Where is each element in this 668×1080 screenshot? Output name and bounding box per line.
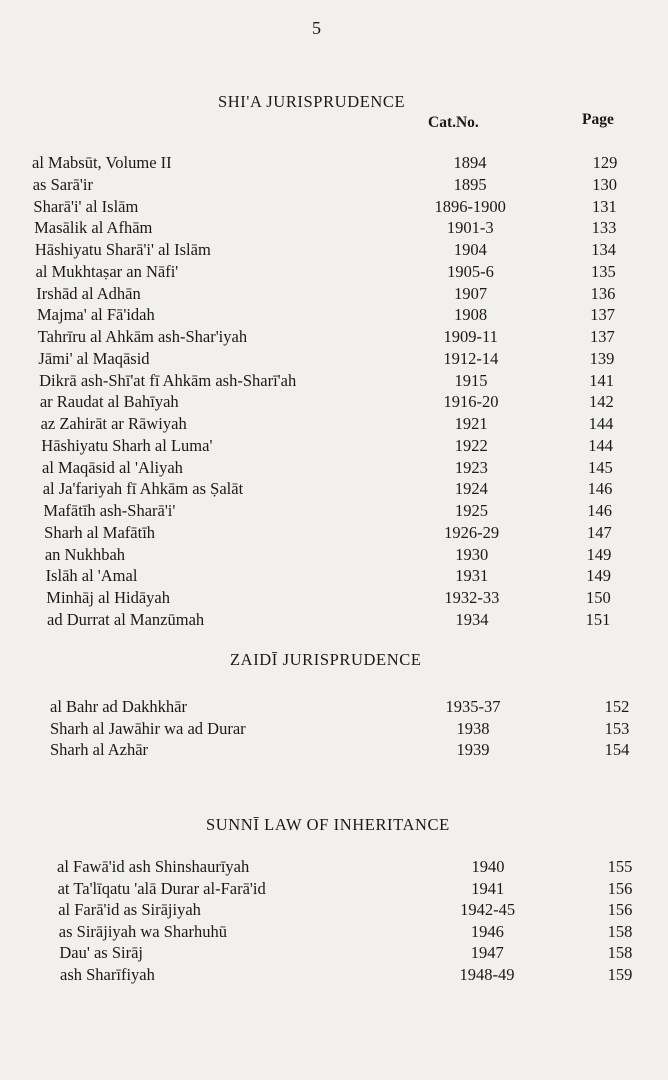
entry-catalog-number: 1938 [456, 718, 490, 738]
entry-catalog-number: 1909-11 [443, 327, 498, 346]
page-number: 5 [312, 18, 321, 38]
entry-title: Sharh al Mafātīh [44, 522, 156, 542]
entry-catalog-number: 1932-33 [444, 588, 500, 607]
list-item [0, 544, 668, 566]
list-item [0, 391, 668, 413]
entry-catalog-number: 1896-1900 [434, 196, 506, 216]
entry-page-number: 150 [585, 588, 611, 607]
entry-title: Sharh al Jawāhir wa ad Durar [50, 718, 246, 738]
entry-title: Hāshiyatu Sharh al Luma' [41, 435, 213, 455]
entry-catalog-number: 1908 [454, 305, 488, 325]
entry-page-number: 130 [592, 174, 618, 194]
entry-page-number: 154 [604, 740, 630, 759]
entry-title: Hāshiyatu Sharā'i' al Islām [34, 240, 211, 259]
entry-catalog-number: 1931 [455, 566, 489, 586]
entry-page-number: 139 [589, 348, 615, 368]
entry-title: al Fawā'id ash Shinshaurīyah [57, 857, 250, 876]
list-item [0, 435, 668, 457]
entry-catalog-number: 1912-14 [443, 348, 499, 368]
entry-title: al Ja'fariyah fī Ahkām as Ṣalāt [42, 479, 244, 499]
entry-page-number: 146 [587, 501, 613, 520]
entry-title: az Zahirāt ar Rāwiyah [40, 414, 187, 433]
list-item [0, 899, 668, 921]
entry-title: Majma' al Fā'idah [37, 305, 155, 325]
entry-title: Tahrīru al Ahkām ash-Shar'iyah [37, 327, 248, 346]
list-item [0, 348, 668, 370]
entry-catalog-number: 1941 [471, 878, 505, 898]
entry-page-number: 141 [589, 370, 615, 390]
entry-catalog-number: 1915 [454, 370, 488, 390]
entry-title: Sharā'i' al Islām [33, 196, 139, 216]
entry-page-number: 149 [586, 566, 612, 586]
entry-catalog-number: 1924 [454, 479, 488, 499]
list-item [0, 283, 668, 305]
entry-title: Minhāj al Hidāyah [46, 588, 170, 607]
entry-catalog-number: 1922 [454, 435, 488, 455]
entry-title: at Ta'līqatu 'alā Durar al-Farā'id [57, 878, 266, 898]
entry-page-number: 144 [588, 414, 614, 433]
entry-title: Sharh al Azhār [50, 740, 149, 759]
entry-catalog-number: 1901-3 [446, 218, 494, 238]
entry-page-number: 152 [604, 697, 630, 716]
list-item [0, 856, 668, 878]
entry-page-number: 156 [607, 878, 633, 898]
entry-catalog-number: 1921 [454, 414, 488, 433]
entry-title: as Sarā'ir [32, 174, 93, 194]
entry-page-number: 151 [585, 609, 611, 629]
entry-title: Irshād al Adhān [36, 283, 141, 303]
list-item [0, 239, 668, 261]
entry-page-number: 158 [607, 943, 633, 962]
entry-catalog-number: 1905-6 [447, 261, 494, 281]
entry-catalog-number: 1907 [454, 283, 488, 303]
entry-page-number: 134 [591, 240, 617, 259]
list-item [0, 196, 668, 218]
entry-page-number: 156 [607, 900, 633, 919]
entry-catalog-number: 1930 [455, 544, 489, 564]
list-item [0, 718, 668, 740]
entry-title: ar Raudat al Bahīyah [39, 392, 179, 412]
list-item [0, 370, 668, 392]
entry-catalog-number: 1916-20 [443, 392, 499, 412]
column-header-page: Page [582, 111, 614, 128]
entry-page-number: 159 [607, 964, 633, 984]
entry-title: al Maqāsid al 'Aliyah [42, 457, 183, 477]
entry-catalog-number: 1948-49 [459, 964, 515, 984]
entry-catalog-number: 1923 [454, 457, 488, 477]
list-item [0, 304, 668, 326]
list-item [0, 587, 668, 609]
entry-title: Masālik al Afhām [34, 218, 153, 238]
list-item [0, 174, 668, 196]
entry-title: al Mabsūt, Volume II [32, 153, 172, 172]
entry-page-number: 145 [587, 457, 613, 477]
list-item [0, 478, 668, 500]
list-item [0, 522, 668, 544]
entry-title: al Mukhtaṣar an Nāfi' [35, 261, 179, 281]
entry-catalog-number: 1925 [455, 501, 489, 520]
entry-page-number: 135 [590, 261, 616, 281]
entry-catalog-number: 1904 [453, 240, 487, 259]
list-item [0, 696, 668, 718]
entry-title: ash Sharīfiyah [60, 964, 155, 984]
entry-title: Dau' as Sirāj [59, 943, 144, 962]
list-item [0, 878, 668, 900]
entry-page-number: 137 [590, 305, 616, 325]
list-item [0, 942, 668, 964]
list-item [0, 964, 668, 986]
entry-page-number: 158 [607, 921, 633, 941]
entry-page-number: 144 [588, 435, 614, 455]
entry-title: al Farā'id as Sirājiyah [58, 900, 201, 919]
list-item [0, 152, 668, 174]
list-item [0, 413, 668, 435]
entry-catalog-number: 1934 [455, 609, 489, 629]
entry-catalog-number: 1894 [453, 153, 487, 172]
entry-title: Islāh al 'Amal [45, 566, 138, 586]
entry-page-number: 149 [586, 544, 612, 564]
list-item [0, 457, 668, 479]
entry-catalog-number: 1926-29 [444, 522, 500, 542]
entry-catalog-number: 1947 [470, 943, 504, 962]
entry-catalog-number: 1939 [456, 740, 490, 759]
entry-catalog-number: 1935-37 [445, 697, 501, 716]
entry-page-number: 131 [591, 196, 617, 216]
list-item [0, 609, 668, 631]
entry-catalog-number: 1895 [453, 174, 487, 194]
list-item [0, 326, 668, 348]
list-item [0, 500, 668, 522]
entry-catalog-number: 1940 [471, 857, 505, 876]
section-heading-zaidi: ZAIDĪ JURISPRUDENCE [230, 650, 422, 669]
section-heading-shia: SHI'A JURISPRUDENCE [218, 92, 406, 111]
entry-title: Dikrā ash-Shī'at fī Ahkām ash-Sharī'ah [39, 370, 297, 390]
entry-catalog-number: 1946 [470, 921, 504, 941]
entry-page-number: 136 [590, 283, 616, 303]
list-item [0, 739, 668, 761]
entry-page-number: 133 [591, 218, 617, 238]
entry-page-number: 147 [586, 522, 612, 542]
entry-title: ad Durrat al Manzūmah [47, 609, 205, 629]
section-heading-sunni: SUNNĪ LAW OF INHERITANCE [206, 815, 450, 834]
entry-page-number: 137 [589, 327, 615, 346]
entry-page-number: 142 [588, 392, 614, 412]
entry-page-number: 153 [604, 718, 630, 738]
entry-title: as Sirājiyah wa Sharhuhū [58, 921, 227, 941]
column-header-catno: Cat.No. [428, 114, 479, 131]
entry-title: Jāmi' al Maqāsid [38, 348, 150, 368]
list-item [0, 565, 668, 587]
entry-page-number: 129 [592, 153, 618, 172]
entry-title: al Bahr ad Dakhkhār [50, 697, 187, 716]
entry-page-number: 146 [587, 479, 613, 499]
entry-catalog-number: 1942-45 [460, 900, 516, 919]
list-item [0, 261, 668, 283]
entry-title: an Nukhbah [44, 544, 126, 564]
list-item [0, 217, 668, 239]
list-item [0, 921, 668, 943]
entry-page-number: 155 [607, 857, 633, 876]
entry-title: Mafātīh ash-Sharā'i' [43, 501, 176, 520]
